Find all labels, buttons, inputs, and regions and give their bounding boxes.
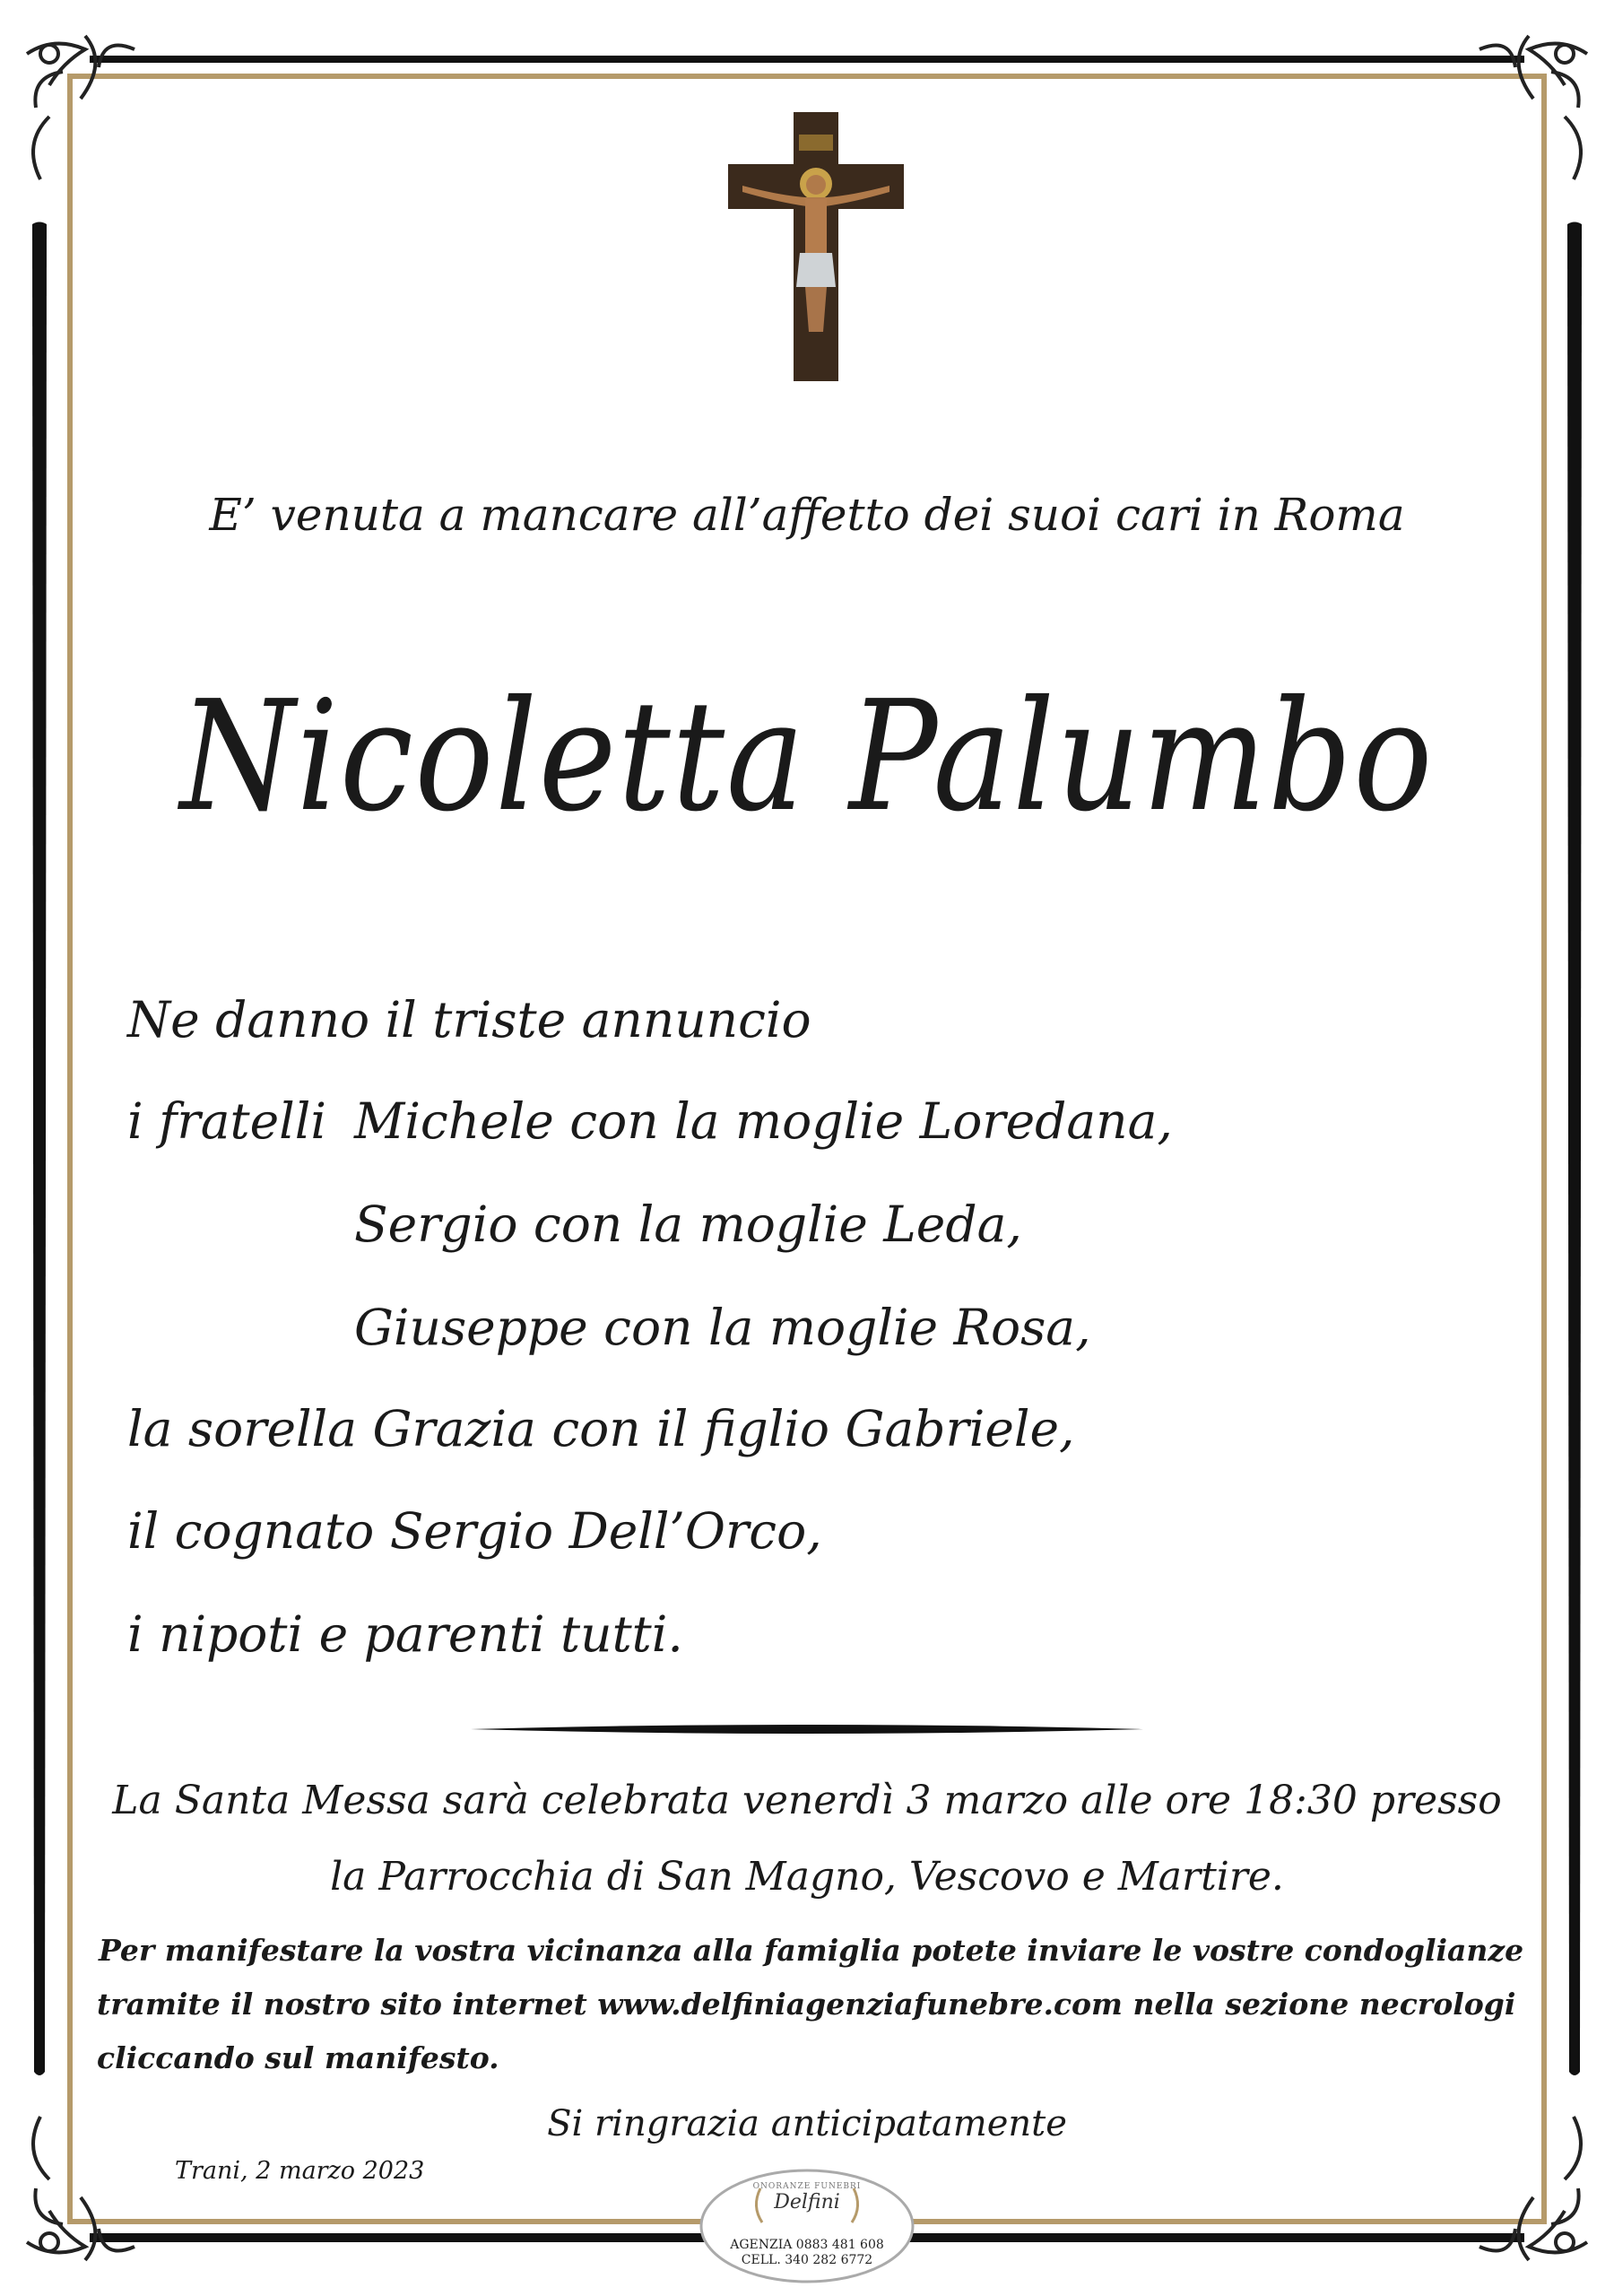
condolences-line-1: Per manifestare la vostra vicinanza alla famiglia potete inviare le vostre condoglianze bbox=[99, 1933, 1524, 1968]
logo-cell-phone: CELL. 340 282 6772 bbox=[741, 2253, 873, 2267]
crucifix-icon bbox=[728, 112, 904, 381]
thanks-text: Si ringrazia anticipatamente bbox=[547, 2103, 1067, 2144]
mass-info-line-2: la Parrocchia di San Magno, Vescovo e Martire. bbox=[330, 1854, 1284, 1900]
siblings-label: i fratelli bbox=[127, 1092, 326, 1150]
logo-brand: Delfini bbox=[774, 2191, 840, 2213]
relatives-line: i nipoti e parenti tutti. bbox=[127, 1605, 683, 1663]
logo-tagline: ONORANZE FUNEBRI bbox=[752, 2182, 862, 2191]
deceased-name: Nicoletta Palumbo bbox=[179, 668, 1435, 846]
brother-sergio: Sergio con la moglie Leda, bbox=[354, 1196, 1022, 1253]
intro-text: E’ venuta a mancare all’affetto dei suoi cari in Roma bbox=[209, 489, 1405, 541]
place-date: Trani, 2 marzo 2023 bbox=[175, 2157, 425, 2185]
brother-michele: Michele con la moglie Loredana, bbox=[354, 1092, 1173, 1150]
condolences-line-3: cliccando sul manifesto. bbox=[97, 2040, 499, 2075]
announcement-line: Ne danno il triste annuncio bbox=[127, 991, 811, 1048]
brother-in-law: il cognato Sergio Dell’Orco, bbox=[127, 1502, 822, 1560]
condolences-line-2: tramite il nostro sito internet www.delfiniagenziafunebre.com nella sezione necrologi bbox=[97, 1987, 1516, 2022]
top-black-bar bbox=[90, 56, 1524, 63]
logo-agency-phone: AGENZIA 0883 481 608 bbox=[730, 2238, 884, 2252]
divider-line bbox=[471, 1725, 1143, 1734]
mass-info-line-1: La Santa Messa sarà celebrata venerdì 3 marzo alle ore 18:30 presso bbox=[112, 1778, 1502, 1823]
sister-grazia: la sorella Grazia con il figlio Gabriele, bbox=[127, 1400, 1075, 1457]
brother-giuseppe: Giuseppe con la moglie Rosa, bbox=[354, 1299, 1091, 1356]
